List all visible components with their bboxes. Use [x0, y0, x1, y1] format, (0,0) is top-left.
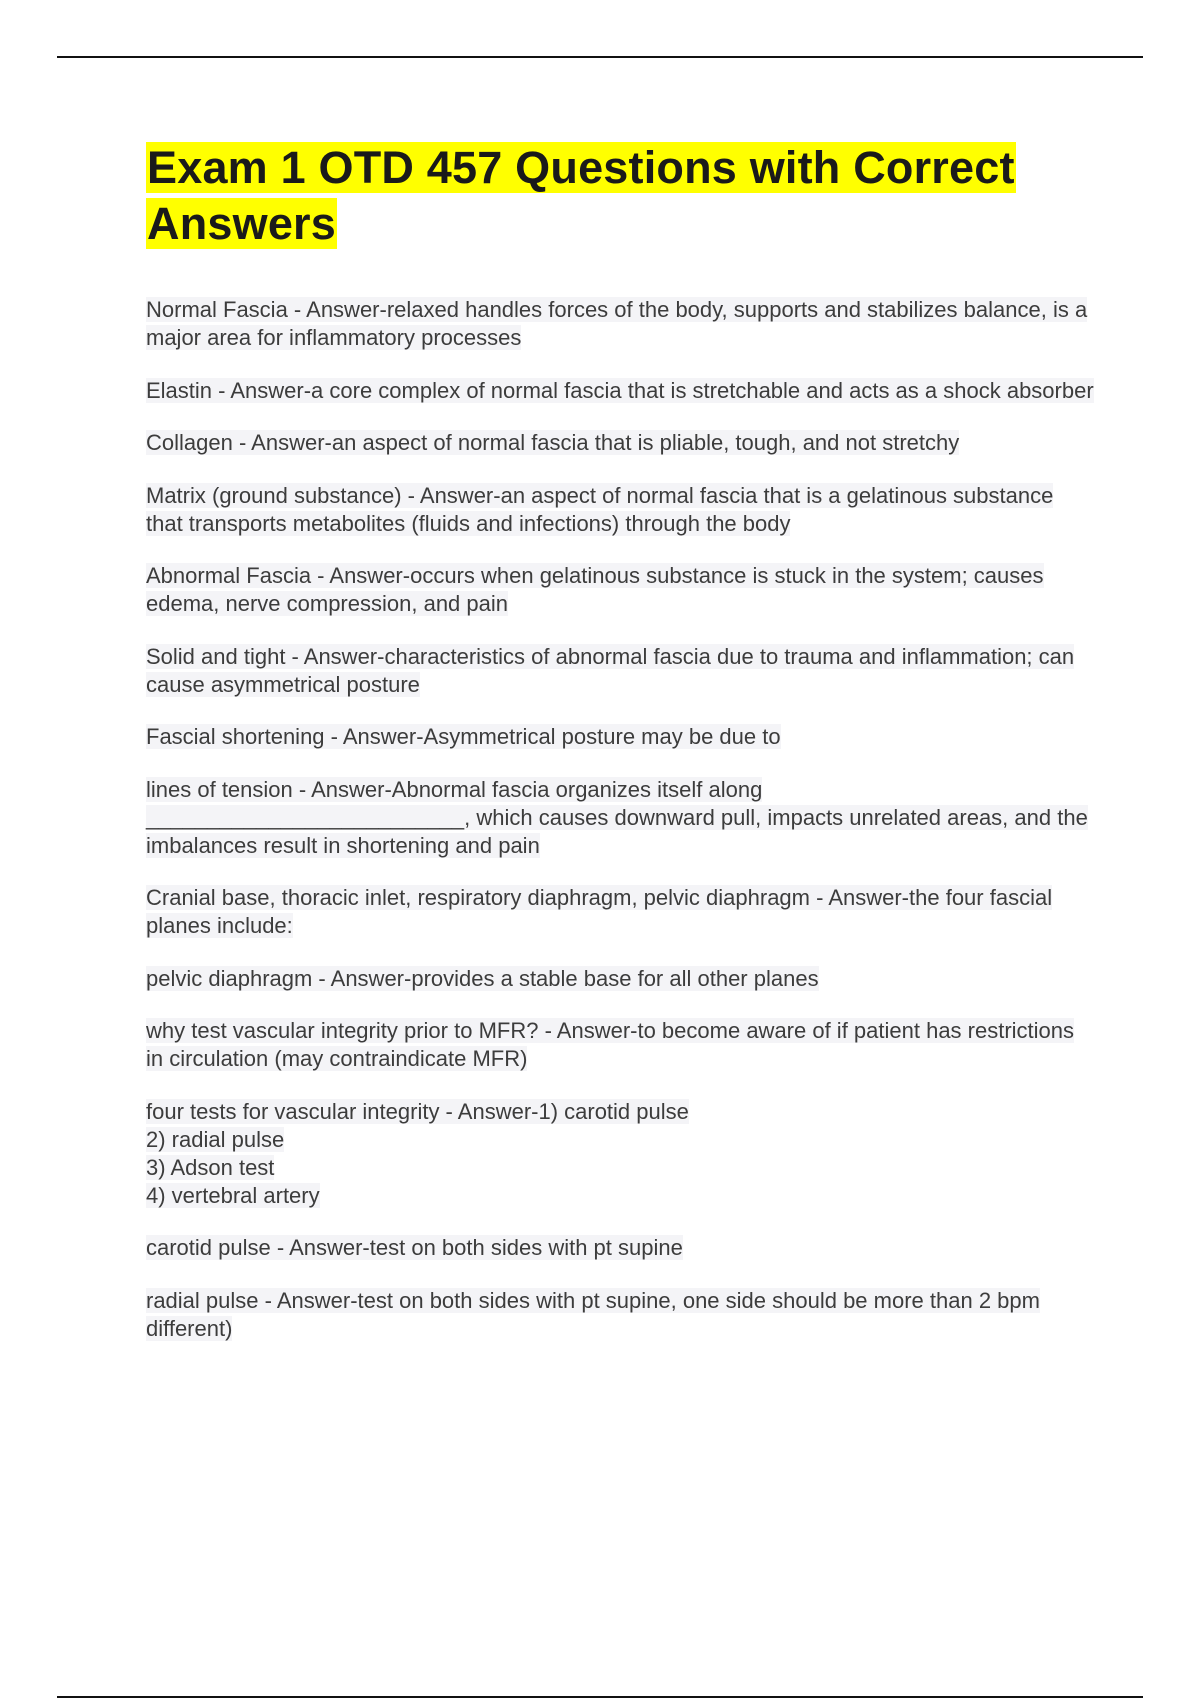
qa-item: [146, 377, 1096, 405]
qa-line: [146, 965, 1096, 993]
qa-item: [146, 562, 1096, 618]
qa-item: [146, 429, 1096, 457]
qa-item: [146, 1017, 1096, 1073]
qa-line: [146, 482, 1096, 538]
qa-item: [146, 1287, 1096, 1343]
qa-item: [146, 1234, 1096, 1262]
qa-line-text: lines of tension - Answer-Abnormal fascia organizes itself along: [146, 776, 763, 802]
qa-line-text: four tests for vascular integrity - Answer-1) carotid pulse: [146, 1098, 689, 1124]
qa-line-text: carotid pulse - Answer-test on both sides with pt supine: [146, 1235, 683, 1260]
qa-line-text: __________________________, which causes downward pull, impacts unrelated areas, and the imbalances result in shortening and pain: [146, 804, 1088, 858]
qa-line-text: Solid and tight - Answer-characteristics of abnormal fascia due to trauma and inflammation; can cause asymmetrical posture: [146, 643, 1075, 697]
qa-line: [146, 562, 1096, 618]
qa-item: [146, 723, 1096, 751]
qa-item: [146, 776, 1096, 860]
header-rule: [57, 56, 1143, 58]
qa-line-text: pelvic diaphragm - Answer-provides a stable base for all other planes: [146, 965, 819, 991]
qa-line: [146, 1126, 1096, 1154]
qa-item: [146, 965, 1096, 993]
qa-line-text: Matrix (ground substance) - Answer-an aspect of normal fascia that is a gelatinous substance that transports metabolites (fluids and infections) through the body: [146, 482, 1054, 536]
qa-line: [146, 804, 1096, 860]
qa-line: [146, 1182, 1096, 1210]
qa-line-text: Normal Fascia - Answer-relaxed handles forces of the body, supports and stabilizes balance, is a major area for inflammatory processes: [146, 297, 1088, 350]
qa-line: [146, 723, 1096, 751]
qa-line: [146, 429, 1096, 457]
qa-line: [146, 1098, 1096, 1126]
qa-line: [146, 1154, 1096, 1182]
qa-line: [146, 296, 1096, 352]
qa-list: [146, 296, 1096, 1343]
qa-line-text: 4) vertebral artery: [146, 1182, 320, 1208]
qa-line-text: Collagen - Answer-an aspect of normal fascia that is pliable, tough, and not stretchy: [146, 430, 960, 455]
qa-item: [146, 296, 1096, 352]
qa-line-text: 3) Adson test: [146, 1154, 275, 1180]
qa-item: [146, 482, 1096, 538]
qa-item: [146, 1098, 1096, 1210]
qa-line: [146, 1287, 1096, 1343]
page-title: [146, 140, 1096, 252]
qa-line: [146, 1017, 1096, 1073]
qa-line: [146, 377, 1096, 405]
qa-line-text: Fascial shortening - Answer-Asymmetrical posture may be due to: [146, 724, 781, 749]
footer-rule: [57, 1696, 1143, 1698]
qa-line: [146, 643, 1096, 699]
qa-line-text: 2) radial pulse: [146, 1126, 285, 1152]
qa-line-text: Cranial base, thoracic inlet, respiratory diaphragm, pelvic diaphragm - Answer-the four fascial planes include:: [146, 885, 1053, 938]
qa-item: [146, 643, 1096, 699]
qa-line-text: Elastin - Answer-a core complex of normal fascia that is stretchable and acts as a shock absorber: [146, 377, 1094, 403]
qa-line: [146, 776, 1096, 804]
qa-line-text: Abnormal Fascia - Answer-occurs when gelatinous substance is stuck in the system; causes edema, nerve compression, and pain: [146, 563, 1044, 616]
document-content: [146, 140, 1096, 1367]
qa-item: [146, 884, 1096, 940]
qa-line-text: radial pulse - Answer-test on both sides with pt supine, one side should be more than 2 bpm different): [146, 1287, 1040, 1341]
qa-line: [146, 1234, 1096, 1262]
title-text: Exam 1 OTD 457 Questions with Correct Answers: [147, 142, 1015, 249]
qa-line-text: why test vascular integrity prior to MFR? - Answer-to become aware of if patient has restrictions in circulation (may contraindicate MFR): [146, 1018, 1075, 1071]
qa-line: [146, 884, 1096, 940]
